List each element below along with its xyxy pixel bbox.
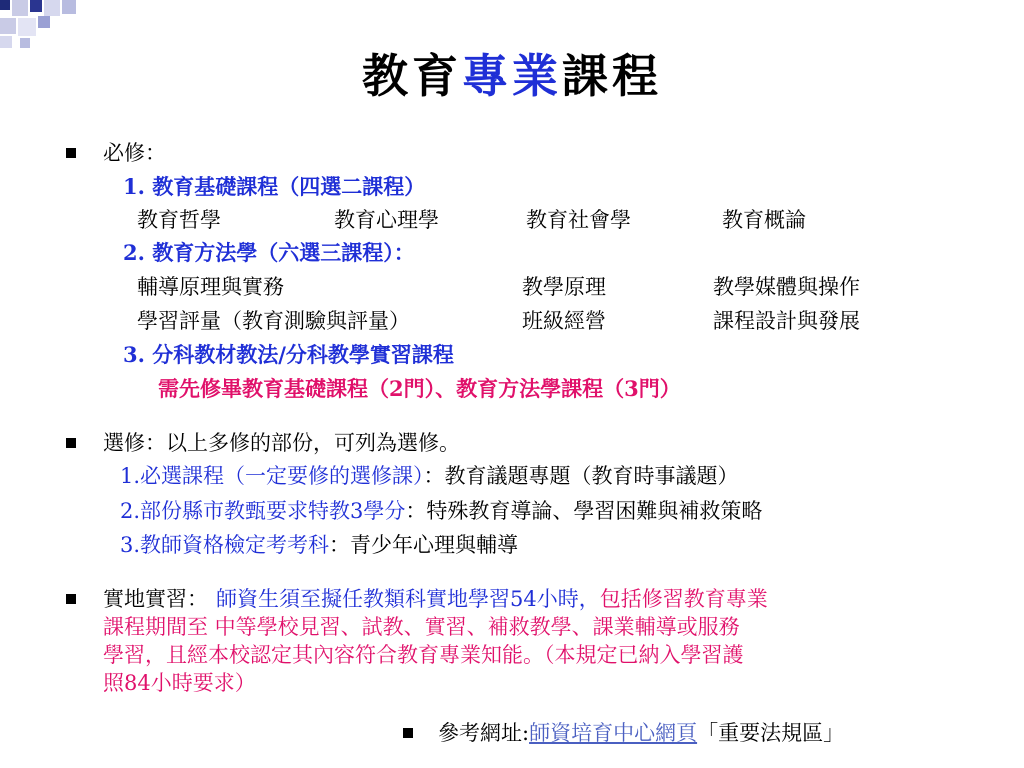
page-title <box>0 44 1024 108</box>
course: 學習評量（教育測驗與評量） <box>137 309 410 333</box>
course: 教育社會學 <box>526 208 631 232</box>
practicum-line-2: 課程期間至 中等學校見習、試教、實習、補救教學、課業輔導或服務 <box>103 615 740 639</box>
practicum-line-1 <box>103 584 768 614</box>
required-item2-row2 <box>137 306 937 336</box>
title-part-3: 課程 <box>562 49 662 103</box>
reference-suffix: 「重要法規區」 <box>697 721 845 745</box>
reference-prefix: 參考網址: <box>438 721 530 745</box>
course: 教學媒體與操作 <box>713 275 860 299</box>
course: 教育心理學 <box>334 208 439 232</box>
bullet-icon <box>66 148 76 158</box>
elective-line-2-suffix: ：特殊教育導論、學習困難與補救策略 <box>405 499 763 523</box>
elective-line-3 <box>120 530 518 560</box>
bullet-icon <box>66 438 76 448</box>
practicum-magenta-1: 包括修習教育專業 <box>599 587 768 611</box>
course: 教育概論 <box>722 208 806 232</box>
practicum-blue-text: 師資生須至擬任教類科實地學習54小時， <box>216 587 600 611</box>
elective-line-3-suffix: ：青少年心理與輔導 <box>329 533 519 557</box>
elective-line-1 <box>120 461 739 491</box>
elective-line-1-suffix: ：教育議題專題（教育時事議題） <box>423 464 739 488</box>
required-item1-courses <box>137 205 917 235</box>
elective-line-2 <box>120 496 762 526</box>
course: 班級經營 <box>522 309 606 333</box>
course: 輔導原理與實務 <box>137 275 284 299</box>
corner-decoration <box>0 0 110 50</box>
reference-link[interactable]: 師資培育中心網頁 <box>529 721 698 745</box>
elective-line-2-prefix: 2.部份縣市教甄要求特教3學分 <box>120 499 406 523</box>
required-item2-row1 <box>137 272 937 302</box>
reference-line <box>438 718 844 748</box>
required-item1-heading: 1. 教育基礎課程（四選二課程） <box>123 174 426 199</box>
title-part-2: 專業 <box>462 49 562 103</box>
elective-line-1-prefix: 1.必選課程（一定要修的選修課） <box>120 464 424 488</box>
bullet-icon <box>403 728 413 738</box>
practicum-label: 實地實習： <box>103 587 208 611</box>
practicum-line-4: 照84小時要求） <box>103 671 256 695</box>
elective-line-3-prefix: 3.教師資格檢定考考科 <box>120 533 330 557</box>
bullet-icon <box>66 594 76 604</box>
title-part-1: 教育 <box>362 49 462 103</box>
required-item3-note: 需先修畢教育基礎課程（2門）、教育方法學課程（3門） <box>158 376 681 401</box>
required-label: 必修： <box>103 141 166 165</box>
required-item2-heading: 2. 教育方法學（六選三課程）： <box>123 240 415 265</box>
practicum-line-3: 學習，且經本校認定其內容符合教育專業知能。（本規定已納入學習護 <box>103 643 744 667</box>
elective-label: 選修：以上多修的部份，可列為選修。 <box>103 431 460 455</box>
course: 教育哲學 <box>137 208 221 232</box>
course: 課程設計與發展 <box>713 309 860 333</box>
required-item3-heading: 3. 分科教材教法/分科教學實習課程 <box>123 342 454 367</box>
course: 教學原理 <box>522 275 606 299</box>
